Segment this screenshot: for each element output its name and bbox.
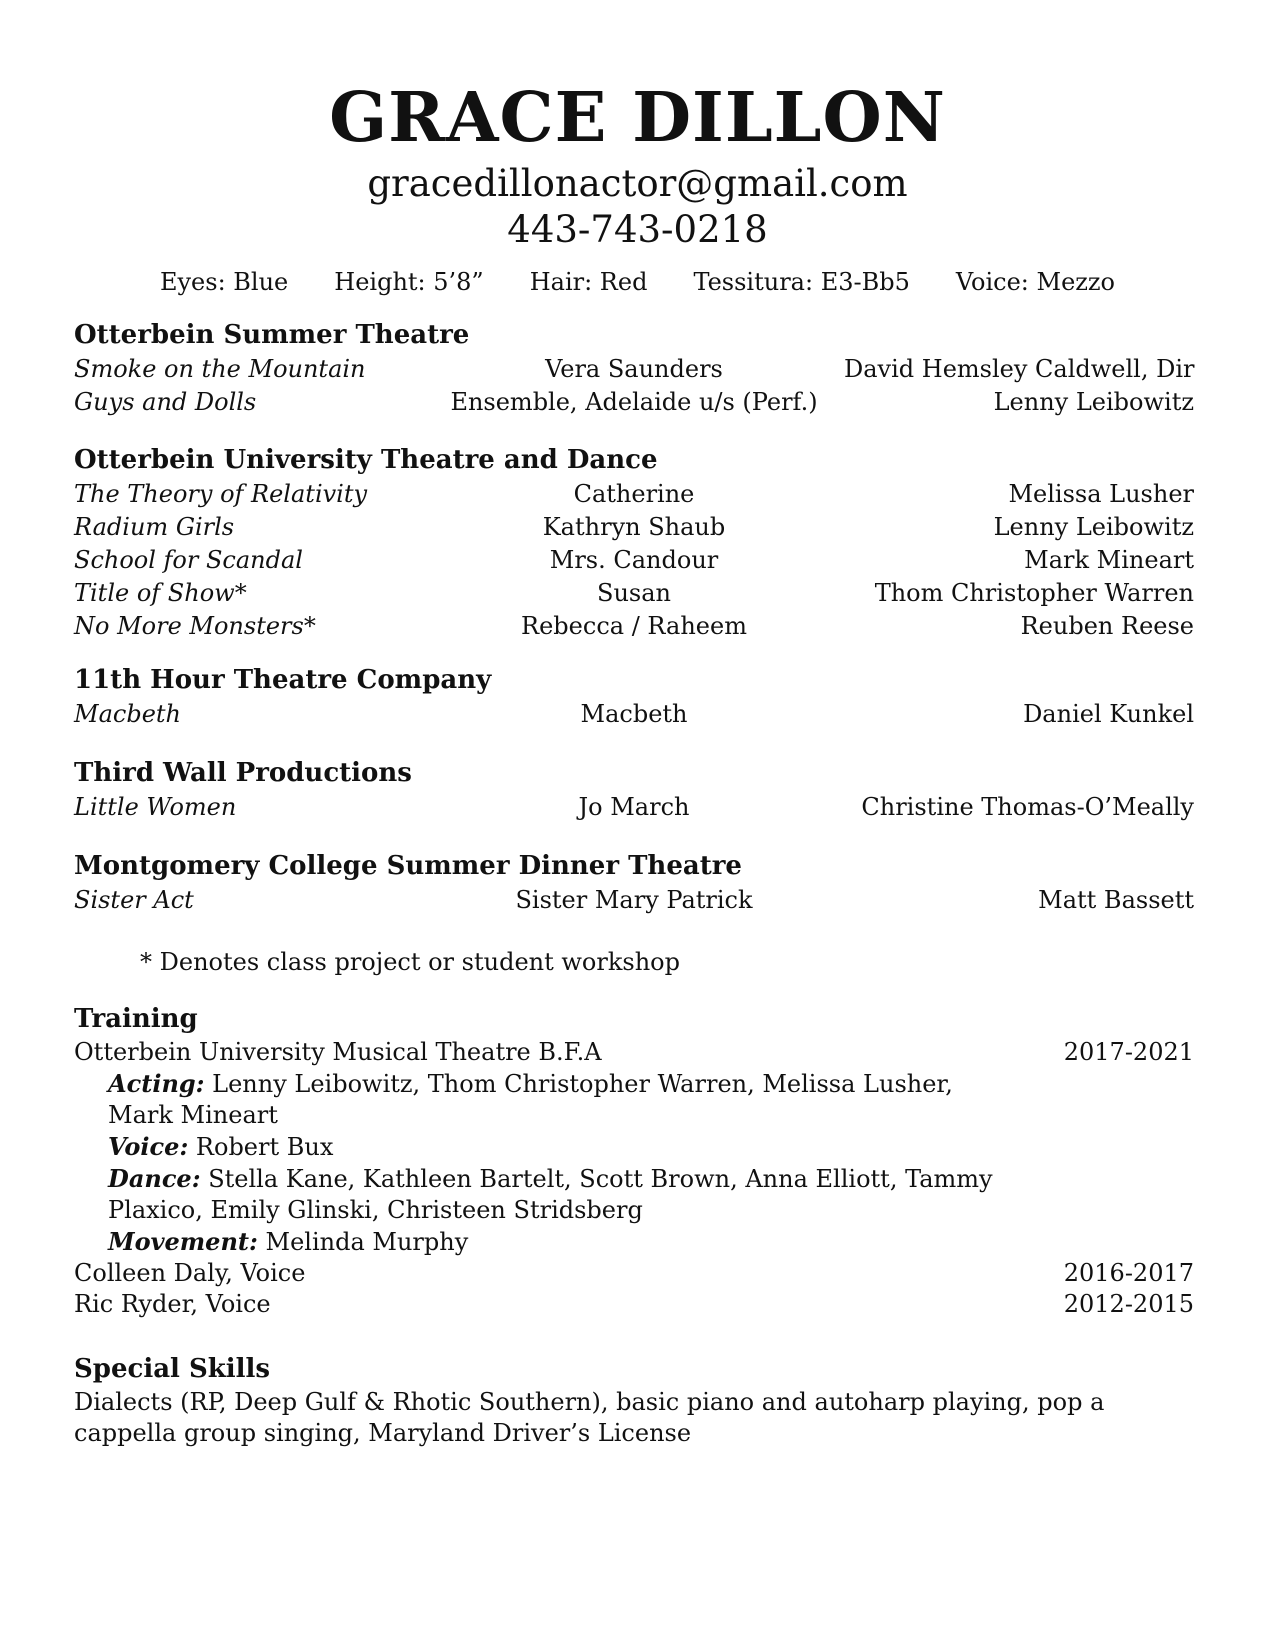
actor-name: GRACE DILLON — [329, 78, 946, 158]
credit-row — [74, 791, 1194, 824]
show-title: Little Women — [74, 793, 237, 821]
show-title: The Theory of Relativity — [74, 480, 368, 508]
credit-row — [74, 544, 1194, 577]
show-title: Title of Show* — [74, 579, 247, 607]
section-title: Training — [74, 1004, 198, 1034]
credit-row — [74, 478, 1194, 511]
training-years: 2017-2021 — [1063, 1038, 1194, 1066]
phone-number: 443-743-0218 — [507, 208, 768, 251]
credit-row — [74, 610, 1194, 643]
role: Susan — [597, 579, 671, 607]
section-montgomery — [74, 850, 1194, 917]
director: Melissa Lusher — [1008, 480, 1194, 508]
role: Kathryn Shaub — [542, 513, 726, 541]
stat-hair: Hair: Red — [529, 268, 648, 296]
role: Macbeth — [580, 700, 688, 728]
footnote: * Denotes class project or student workshop — [140, 948, 680, 976]
detail-text: Lenny Leibowitz, Thom Christopher Warren, Melissa Lusher, Mark Mineart — [108, 1070, 953, 1129]
training-entry — [74, 1037, 1194, 1068]
director: Reuben Reese — [1020, 612, 1194, 640]
show-title: School for Scandal — [74, 546, 303, 574]
role: Mrs. Candour — [549, 546, 719, 574]
director: Daniel Kunkel — [1023, 700, 1194, 728]
section-title: Otterbein University Theatre and Dance — [74, 445, 658, 475]
credit-row — [74, 577, 1194, 610]
show-title: Radium Girls — [74, 513, 235, 541]
credit-row — [74, 884, 1194, 917]
section-title: Otterbein Summer Theatre — [74, 320, 470, 350]
director: Lenny Leibowitz — [993, 388, 1194, 416]
physical-stats — [0, 268, 1275, 296]
detail-text: Stella Kane, Kathleen Bartelt, Scott Brown, Anna Elliott, Tammy Plaxico, Emily Glinski, Christeen Stridsberg — [108, 1165, 993, 1224]
detail-label: Acting — [108, 1069, 196, 1098]
stat-height: Height: 5’8” — [334, 268, 484, 296]
section-otterbein-summer — [74, 319, 1194, 419]
show-title: Macbeth — [74, 700, 181, 728]
detail-label: Voice — [108, 1132, 180, 1161]
director: David Hemsley Caldwell, Dir — [844, 355, 1195, 383]
section-third-wall — [74, 757, 1194, 824]
stat-voice: Voice: Mezzo — [955, 268, 1116, 296]
training-detail: Acting: Lenny Leibowitz, Thom Christopher Warren, Melissa Lusher, Mark Mineart — [108, 1069, 953, 1129]
director: Thom Christopher Warren — [874, 579, 1194, 607]
section-11th-hour — [74, 664, 1194, 731]
section-special-skills — [74, 1353, 1194, 1449]
stat-eyes: Eyes: Blue — [159, 268, 289, 296]
training-detail: Dance: Stella Kane, Kathleen Bartelt, Scott Brown, Anna Elliott, Tammy Plaxico, Emily Glinski, Christeen Stridsberg — [108, 1164, 993, 1224]
credit-row — [74, 353, 1194, 386]
section-title: Third Wall Productions — [74, 758, 412, 788]
stat-tessitura: Tessitura: E3-Bb5 — [693, 268, 910, 296]
show-title: Sister Act — [74, 886, 194, 914]
training-entry — [74, 1289, 1194, 1320]
training-detail: Movement: Melinda Murphy — [108, 1227, 469, 1256]
training-name: Otterbein University Musical Theatre B.F.A — [74, 1038, 602, 1066]
section-title: 11th Hour Theatre Company — [74, 665, 492, 695]
role: Vera Saunders — [545, 355, 723, 383]
training-years: 2012-2015 — [1063, 1290, 1194, 1318]
role: Sister Mary Patrick — [515, 886, 753, 914]
section-title: Montgomery College Summer Dinner Theatre — [74, 851, 742, 881]
training-name: Colleen Daly, Voice — [74, 1259, 306, 1287]
show-title: No More Monsters* — [74, 612, 316, 640]
director: Matt Bassett — [1038, 886, 1194, 914]
role: Catherine — [573, 480, 695, 508]
director: Lenny Leibowitz — [993, 513, 1194, 541]
training-years: 2016-2017 — [1063, 1259, 1194, 1287]
show-title: Guys and Dolls — [74, 388, 257, 416]
detail-text: Robert Bux — [188, 1133, 334, 1161]
training-entry — [74, 1258, 1194, 1289]
section-training — [74, 1003, 1194, 1320]
role: Rebecca / Raheem — [521, 612, 747, 640]
show-title: Smoke on the Mountain — [74, 355, 366, 383]
skills-text: Dialects (RP, Deep Gulf & Rhotic Southern), basic piano and autoharp playing, pop a cappella group singing, Maryland Driver’s License — [74, 1388, 1105, 1447]
director: Mark Mineart — [1024, 546, 1194, 574]
email-address: gracedillonactor@gmail.com — [367, 162, 908, 205]
credit-row — [74, 698, 1194, 731]
role: Ensemble, Adelaide u/s (Perf.) — [450, 388, 818, 416]
section-otterbein-university — [74, 444, 1194, 643]
detail-label: Dance — [108, 1164, 192, 1193]
director: Christine Thomas-O’Meally — [861, 793, 1194, 821]
training-detail: Voice: Robert Bux — [108, 1132, 334, 1161]
section-title: Special Skills — [74, 1354, 271, 1384]
role: Jo March — [578, 793, 690, 821]
training-name: Ric Ryder, Voice — [74, 1290, 271, 1318]
credit-row — [74, 511, 1194, 544]
detail-text: Melinda Murphy — [257, 1228, 469, 1256]
detail-label: Movement — [108, 1227, 249, 1256]
credit-row — [74, 386, 1194, 419]
